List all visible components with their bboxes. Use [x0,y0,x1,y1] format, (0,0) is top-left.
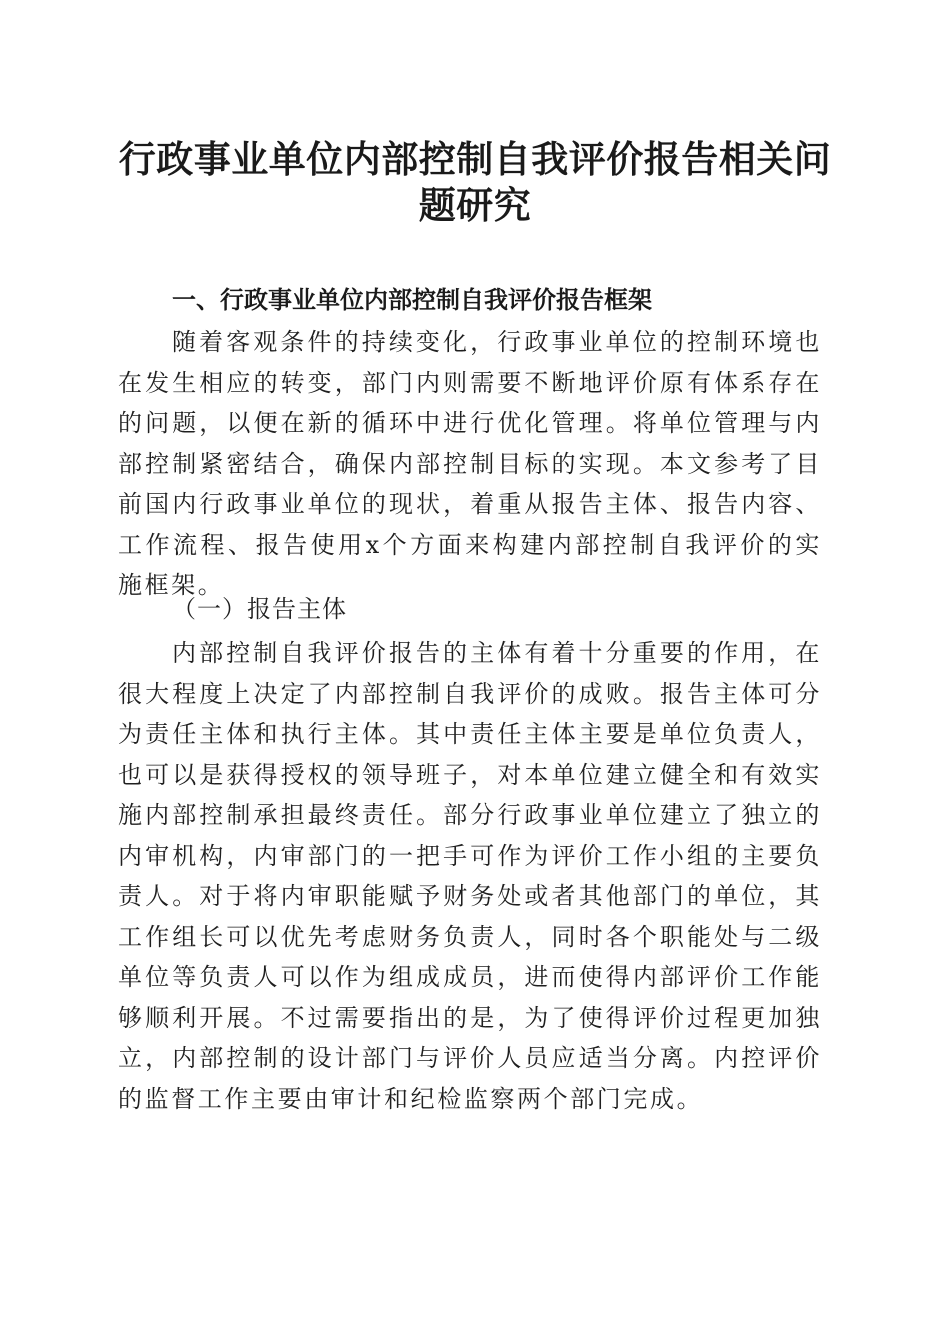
subsection-1-body-paragraph: 内部控制自我评价报告的主体有着十分重要的作用，在很大程度上决定了内部控制自我评价的成败。报告主体可分为责任主体和执行主体。其中责任主体主要是单位负责人，也可以是获得授权的领导班子，对本单位建立健全和有效实施内部控制承担最终责任。部分行政事业单位建立了独立的内审机构，内审部门的一把手可作为评价工作小组的主要负责人。对于将内审职能赋予财务处或者其他部门的单位，其工作组长可以优先考虑财务负责人，同时各个职能处与二级单位等负责人可以作为组成成员，进而使得内部评价工作能够顺利开展。不过需要指出的是，为了使得评价过程更加独立，内部控制的设计部门与评价人员应适当分离。内控评价的监督工作主要由审计和纪检监察两个部门完成。 [118,639,822,1113]
subsection-heading-1: （一）报告主体 [172,595,347,623]
document-title: 行政事业单位内部控制自我评价报告相关问题研究 [118,137,832,227]
section-1-intro-paragraph: 随着客观条件的持续变化，行政事业单位的控制环境也在发生相应的转变，部门内则需要不断地评价原有体系存在的问题，以便在新的循环中进行优化管理。将单位管理与内部控制紧密结合，确保内部控制目标的实现。本文参考了目前国内行政事业单位的现状，着重从报告主体、报告内容、工作流程、报告使用x个方面来构建内部控制自我评价的实施框架。 [118,328,822,599]
section-heading-1: 一、行政事业单位内部控制自我评价报告框架 [172,286,652,314]
